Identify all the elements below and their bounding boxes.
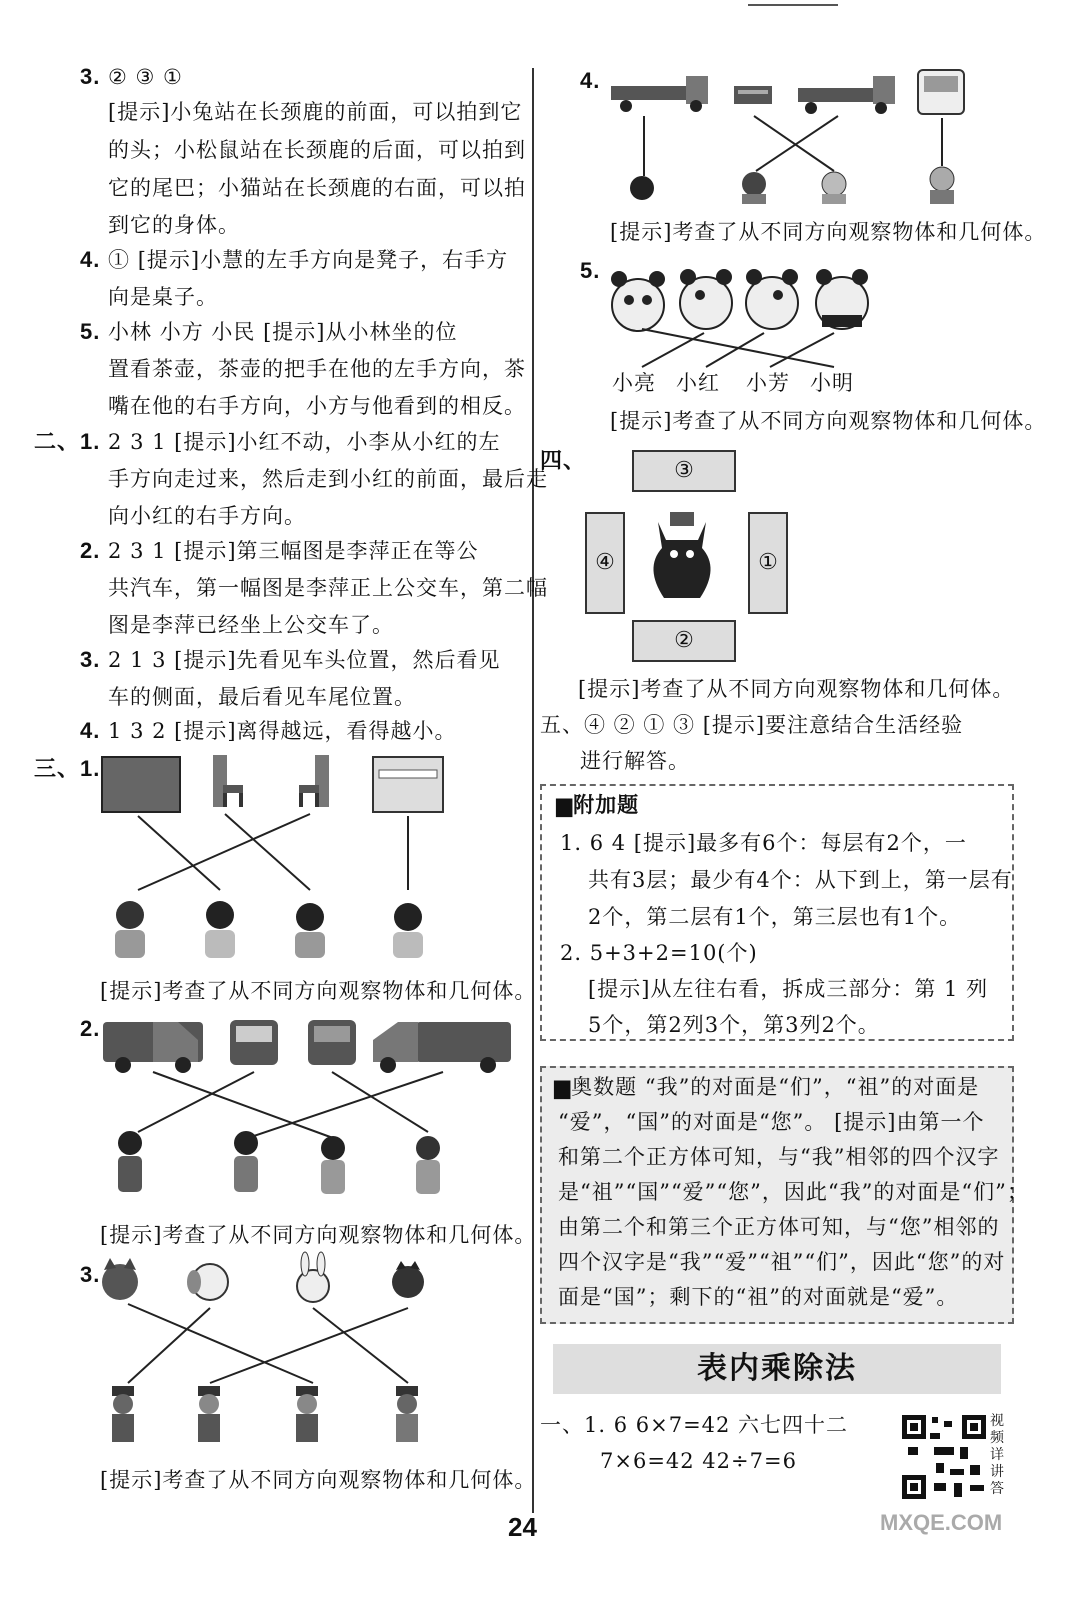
l-q5-line1: 5. 小林 小方 小民 [提示]从小林坐的位: [80, 319, 458, 344]
l-s3q1-hint: [提示]考查了从不同方向观察物体和几何体。: [100, 979, 537, 1003]
r-q4-num: 4.: [580, 68, 601, 93]
l-q5-line2: 置看茶壶，茶壶的把手在他的左手方向，茶: [108, 357, 526, 381]
l-s2q2-line2: 共汽车，第一幅图是李萍正上公交车，第二幅: [108, 576, 548, 600]
r-q4-hint: [提示]考查了从不同方向观察物体和几何体。: [610, 220, 1047, 244]
view-box-left: ④: [585, 512, 625, 614]
l-s2q1-line3: 向小红的右手方向。: [108, 504, 306, 528]
r-q5-name-4: 小明: [810, 371, 854, 395]
dog-head-icon: [187, 1264, 228, 1300]
l-q3-line4: 到它的身体。: [108, 213, 240, 237]
van-icon-front: [230, 1020, 278, 1065]
l-s2q4-line1: 4. 1 3 2 [提示]离得越远，看得越小。: [80, 718, 457, 743]
l-q3-line2: 的头；小松鼠站在长颈鹿的后面，可以拍到: [108, 138, 526, 162]
child-icon-a: [630, 176, 654, 200]
r-s4-num: 四、: [540, 448, 587, 473]
child-icon-wave: [416, 1136, 440, 1194]
panda-icon-2: [680, 269, 732, 329]
wolf-figure-icon: [640, 508, 740, 608]
child-icon-1: [115, 901, 145, 958]
olympiad-line1: ▆奥数题 “我”的对面是“们”，“祖”的对面是: [554, 1075, 980, 1099]
wolf-head-icon: [102, 1258, 138, 1300]
r-q5-num: 5.: [580, 258, 601, 283]
top-rule: [748, 4, 838, 6]
unit-title-banner: 表内乘除法: [553, 1344, 1001, 1394]
olympiad-line5: 由第二个和第三个正方体可知，与“您”相邻的: [558, 1215, 1000, 1239]
bonus-q2-line1: 2. 5+3+2=10(个): [560, 941, 758, 965]
l-s3q3-hint: [提示]考查了从不同方向观察物体和几何体。: [100, 1468, 537, 1492]
l-s2q2-line1: 2. 2 3 1 [提示]第三幅图是李萍正在等公: [80, 538, 479, 563]
child-icon-side: [321, 1136, 345, 1194]
chair-icon-2: [299, 755, 329, 807]
olympiad-line7: 面是“国”；剩下的“祖”的对面就是“爱”。: [558, 1285, 959, 1309]
olympiad-line6: 四个汉字是“我”“爱”“祖”“们”，因此“您”的对: [558, 1250, 1006, 1274]
police-icon-3: [296, 1386, 318, 1442]
l-q4-line2: 向是桌子。: [108, 285, 218, 309]
l-s3q1-num: 三、1.: [34, 756, 101, 781]
bonus-q2-line3: 5个，第2列3个，第3列2个。: [588, 1013, 880, 1037]
child-icon-b: [742, 172, 766, 204]
van-icon-back: [308, 1020, 356, 1065]
qr-code-icon[interactable]: [900, 1413, 988, 1501]
truck-icon-side-2: [798, 76, 895, 114]
l-q3-line0: 3. ② ③ ①: [80, 64, 183, 89]
bonus-q1-line3: 2个，第二层有1个，第三层也有1个。: [588, 905, 962, 929]
l-s2q3-line2: 车的侧面，最后看见车尾位置。: [108, 685, 416, 709]
van-icon-side-2: [373, 1022, 511, 1073]
child-icon-c: [822, 172, 846, 204]
child-icon-3: [295, 903, 325, 958]
bonus-title: ▆附加题: [556, 792, 640, 817]
bonus-q2-line2: [提示]从左往右看，拆成三部分：第 1 列: [588, 977, 989, 1001]
panda-icon-1: [611, 271, 665, 331]
r-q5-figure: [604, 255, 884, 370]
s3q3-figure: [98, 1258, 518, 1458]
l-s2q3-line1: 3. 2 1 3 [提示]先看见车头位置，然后看见: [80, 647, 501, 672]
l-q4-line1: 4. ① [提示]小慧的左手方向是凳子，右手方: [80, 247, 509, 272]
panda-icon-4: [816, 269, 868, 329]
piano-icon: [373, 757, 443, 812]
l-s3q2-num: 2.: [80, 1016, 101, 1041]
l-q5-line3: 嘴在他的右手方向，小方与他看到的相反。: [108, 394, 526, 418]
r-s5-line2: 进行解答。: [580, 749, 690, 773]
unit-q1-line2: 7×6=42 42÷7=6: [600, 1449, 797, 1473]
r-q4-figure: [606, 66, 1026, 216]
l-s3q2-hint: [提示]考查了从不同方向观察物体和几何体。: [100, 1223, 537, 1247]
qr-label: 视频详讲答: [990, 1413, 1004, 1497]
view-box-right: ①: [748, 512, 788, 614]
child-icon-2: [205, 901, 235, 958]
panda-icon-3: [746, 269, 798, 329]
l-s2q1-line1: 二、1. 2 3 1 [提示]小红不动，小李从小红的左: [34, 429, 501, 454]
police-icon-1: [112, 1386, 134, 1442]
bonus-q1-line2: 共有3层；最少有4个：从下到上，第一层有: [588, 868, 1013, 892]
l-s2q1-line2: 手方向走过来，然后走到小红的前面，最后走: [108, 467, 548, 491]
truck-icon-front: [918, 70, 964, 114]
truck-icon-side-1: [611, 76, 708, 112]
view-box-bottom: ②: [632, 620, 736, 662]
page-number: 24: [508, 1512, 537, 1542]
s3q2-figure: [98, 1010, 518, 1210]
child-icon-back: [118, 1131, 142, 1192]
s3q1-figure: [95, 750, 515, 965]
l-s3q3-num: 3.: [80, 1262, 101, 1287]
bonus-q1-line1: 1. 6 4 [提示]最多有6个：每层有2个，一: [560, 831, 967, 855]
olympiad-line2: “爱”，“国”的对面是“您”。 [提示]由第一个: [558, 1110, 985, 1134]
r-q5-name-3: 小芳: [746, 371, 790, 395]
blackboard-icon: [102, 757, 180, 812]
olympiad-line4: 是“祖”“国”“爱”“您”，因此“我”的对面是“们”；: [558, 1180, 1029, 1204]
unit-q1-line1: 一、1. 6 6×7=42 六七四十二: [540, 1413, 849, 1437]
l-q3-line3: 它的尾巴；小猫站在长颈鹿的右面，可以拍: [108, 176, 526, 200]
rabbit-head-icon: [297, 1252, 329, 1302]
olympiad-line3: 和第二个正方体可知，与“我”相邻的四个汉字: [558, 1145, 1000, 1169]
child-icon-front: [234, 1131, 258, 1192]
police-icon-2: [198, 1386, 220, 1442]
chair-icon-1: [213, 755, 243, 807]
r-s5-line1: 五、④ ② ① ③ [提示]要注意结合生活经验: [540, 713, 964, 737]
wolf-back-icon: [392, 1261, 424, 1298]
l-s2q2-line3: 图是李萍已经坐上公交车了。: [108, 613, 394, 637]
r-s4-hint: [提示]考查了从不同方向观察物体和几何体。: [578, 677, 1015, 701]
l-q3-line1: [提示]小兔站在长颈鹿的前面，可以拍到它: [108, 100, 523, 124]
police-icon-4: [396, 1386, 418, 1442]
column-divider: [532, 68, 534, 1513]
r-q5-hint: [提示]考查了从不同方向观察物体和几何体。: [610, 409, 1047, 433]
r-q5-name-2: 小红: [676, 371, 720, 395]
view-box-top: ③: [632, 450, 736, 492]
van-icon-side-1: [103, 1022, 203, 1073]
r-q5-name-1: 小亮: [612, 371, 656, 395]
truck-icon-back: [734, 86, 772, 104]
watermark: MXQE.COM: [880, 1510, 1003, 1535]
child-icon-d: [930, 167, 954, 204]
child-icon-4: [393, 903, 423, 958]
